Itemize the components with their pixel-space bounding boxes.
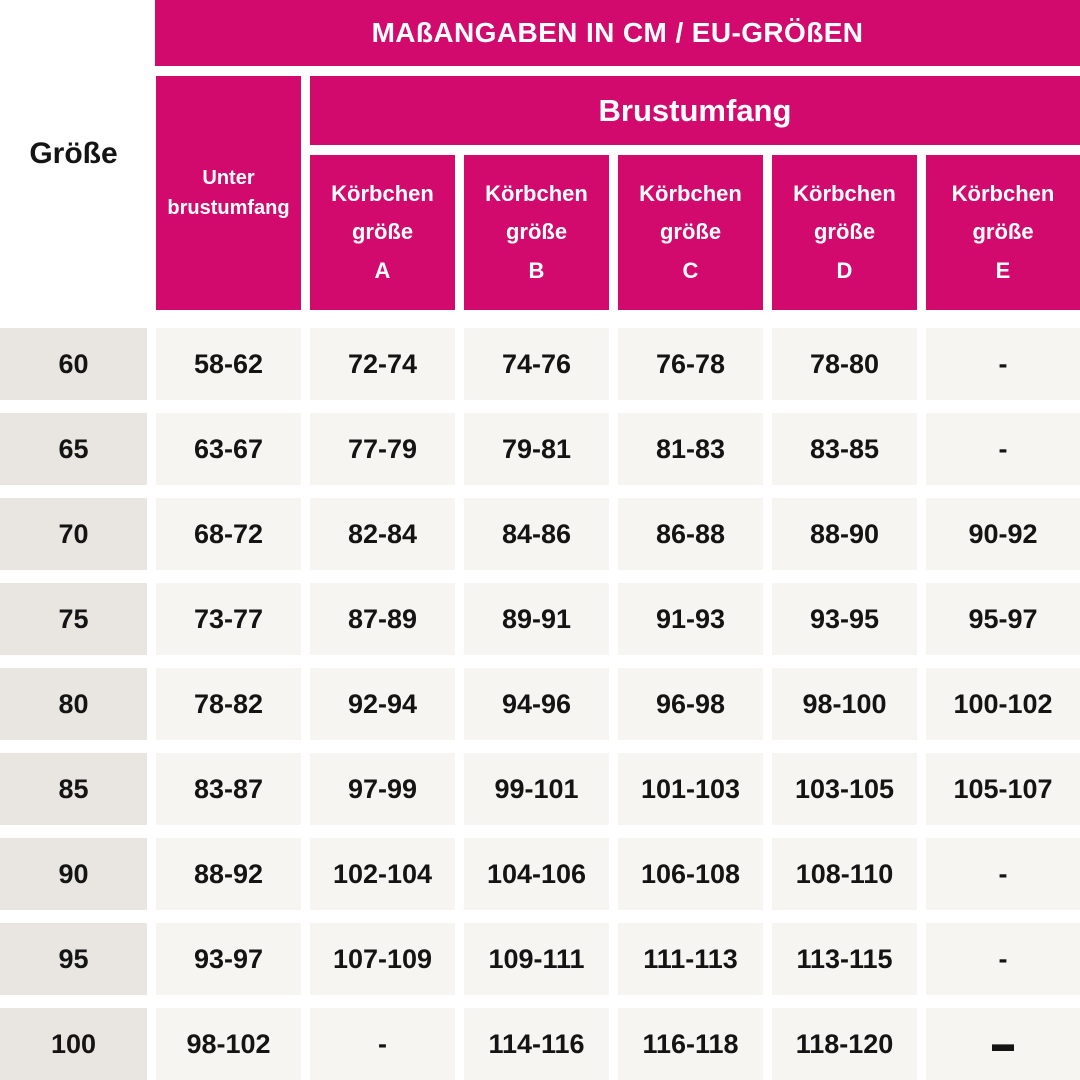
cup-c-value-cell: 96-98 bbox=[618, 668, 763, 740]
cup-d-value-cell: 83-85 bbox=[772, 413, 917, 485]
cup-c-line1: Körbchen bbox=[639, 180, 742, 206]
cup-a-value-cell: 77-79 bbox=[310, 413, 455, 485]
size-cell: 60 bbox=[0, 328, 147, 400]
underbust-value-cell: 73-77 bbox=[156, 583, 301, 655]
cup-c-value-cell: 116-118 bbox=[618, 1008, 763, 1080]
title-bar bbox=[155, 0, 1080, 66]
cup-d-line2: größe bbox=[813, 219, 876, 245]
cup-size-c-header bbox=[618, 155, 763, 310]
cup-b-value-cell: 99-101 bbox=[464, 753, 609, 825]
cup-size-e-header bbox=[926, 155, 1080, 310]
cup-c-value-cell: 101-103 bbox=[618, 753, 763, 825]
size-cell: 90 bbox=[0, 838, 147, 910]
cup-e-letter: E bbox=[995, 257, 1011, 283]
cup-a-value-cell: 72-74 bbox=[310, 328, 455, 400]
underbust-value-cell: 78-82 bbox=[156, 668, 301, 740]
cup-e-value-cell: - bbox=[926, 838, 1080, 910]
cup-b-letter: B bbox=[528, 257, 545, 283]
underbust-value-cell: 88-92 bbox=[156, 838, 301, 910]
underbust-value-cell: 63-67 bbox=[156, 413, 301, 485]
cup-e-value-cell: 105-107 bbox=[926, 753, 1080, 825]
cup-b-value-cell: 94-96 bbox=[464, 668, 609, 740]
cup-e-value-cell: - bbox=[926, 328, 1080, 400]
cup-e-value-cell: 90-92 bbox=[926, 498, 1080, 570]
cup-size-d-header bbox=[772, 155, 917, 310]
cup-d-value-cell: 103-105 bbox=[772, 753, 917, 825]
cup-c-value-cell: 91-93 bbox=[618, 583, 763, 655]
cup-b-value-cell: 89-91 bbox=[464, 583, 609, 655]
cup-b-line1: Körbchen bbox=[485, 180, 588, 206]
cup-e-value-cell: - bbox=[926, 413, 1080, 485]
cup-d-value-cell: 113-115 bbox=[772, 923, 917, 995]
cup-b-value-cell: 74-76 bbox=[464, 328, 609, 400]
cup-b-value-cell: 79-81 bbox=[464, 413, 609, 485]
size-table bbox=[0, 328, 1080, 1080]
cup-size-a-header bbox=[310, 155, 455, 310]
cup-c-value-cell: 76-78 bbox=[618, 328, 763, 400]
cup-d-value-cell: 93-95 bbox=[772, 583, 917, 655]
cup-c-value-cell: 81-83 bbox=[618, 413, 763, 485]
size-cell: 80 bbox=[0, 668, 147, 740]
cup-size-b-header bbox=[464, 155, 609, 310]
cup-c-value-cell: 86-88 bbox=[618, 498, 763, 570]
cup-e-line1: Körbchen bbox=[951, 180, 1055, 206]
cup-a-value-cell: 107-109 bbox=[310, 923, 455, 995]
cup-d-value-cell: 118-120 bbox=[772, 1008, 917, 1080]
underbust-value-cell: 58-62 bbox=[156, 328, 301, 400]
cup-e-value-cell: 95-97 bbox=[926, 583, 1080, 655]
cup-a-letter: A bbox=[374, 257, 391, 283]
cup-a-value-cell: - bbox=[310, 1008, 455, 1080]
cup-a-line1: Körbchen bbox=[331, 180, 434, 206]
cup-b-value-cell: 109-111 bbox=[464, 923, 609, 995]
underbust-value-cell: 83-87 bbox=[156, 753, 301, 825]
cup-d-value-cell: 78-80 bbox=[772, 328, 917, 400]
cup-e-value-cell: 100-102 bbox=[926, 668, 1080, 740]
cup-a-value-cell: 97-99 bbox=[310, 753, 455, 825]
underbust-value-cell: 93-97 bbox=[156, 923, 301, 995]
cup-c-line2: größe bbox=[659, 219, 722, 245]
cup-e-line2: größe bbox=[972, 219, 1034, 245]
underbust-value-cell: 98-102 bbox=[156, 1008, 301, 1080]
cup-b-value-cell: 84-86 bbox=[464, 498, 609, 570]
cup-a-line2: größe bbox=[351, 219, 414, 245]
underbust-column-header bbox=[156, 76, 301, 310]
size-cell: 75 bbox=[0, 583, 147, 655]
underbust-header-line2: brustumfang bbox=[167, 197, 290, 219]
size-column-label: Größe bbox=[29, 137, 118, 170]
cup-d-value-cell: 108-110 bbox=[772, 838, 917, 910]
cup-a-value-cell: 87-89 bbox=[310, 583, 455, 655]
size-cell: 70 bbox=[0, 498, 147, 570]
bust-group-header: Brustumfang bbox=[310, 76, 1080, 145]
size-cell: 95 bbox=[0, 923, 147, 995]
cup-b-value-cell: 104-106 bbox=[464, 838, 609, 910]
cup-e-value-cell: - bbox=[926, 923, 1080, 995]
cup-e-value-cell: ▬ bbox=[926, 1008, 1080, 1080]
cup-a-value-cell: 82-84 bbox=[310, 498, 455, 570]
size-cell: 85 bbox=[0, 753, 147, 825]
cup-b-value-cell: 114-116 bbox=[464, 1008, 609, 1080]
cup-d-line1: Körbchen bbox=[793, 180, 896, 206]
size-cell: 100 bbox=[0, 1008, 147, 1080]
cup-c-value-cell: 106-108 bbox=[618, 838, 763, 910]
underbust-header-line1: Unter bbox=[202, 167, 255, 189]
size-cell: 65 bbox=[0, 413, 147, 485]
cup-d-value-cell: 98-100 bbox=[772, 668, 917, 740]
underbust-value-cell: 68-72 bbox=[156, 498, 301, 570]
cup-a-value-cell: 102-104 bbox=[310, 838, 455, 910]
cup-c-value-cell: 111-113 bbox=[618, 923, 763, 995]
cup-d-letter: D bbox=[836, 257, 853, 283]
cup-c-letter: C bbox=[682, 257, 699, 283]
cup-b-line2: größe bbox=[505, 219, 568, 245]
page-title: MAßANGABEN IN CM / EU-GRÖßEN bbox=[371, 17, 864, 48]
cup-a-value-cell: 92-94 bbox=[310, 668, 455, 740]
cup-d-value-cell: 88-90 bbox=[772, 498, 917, 570]
